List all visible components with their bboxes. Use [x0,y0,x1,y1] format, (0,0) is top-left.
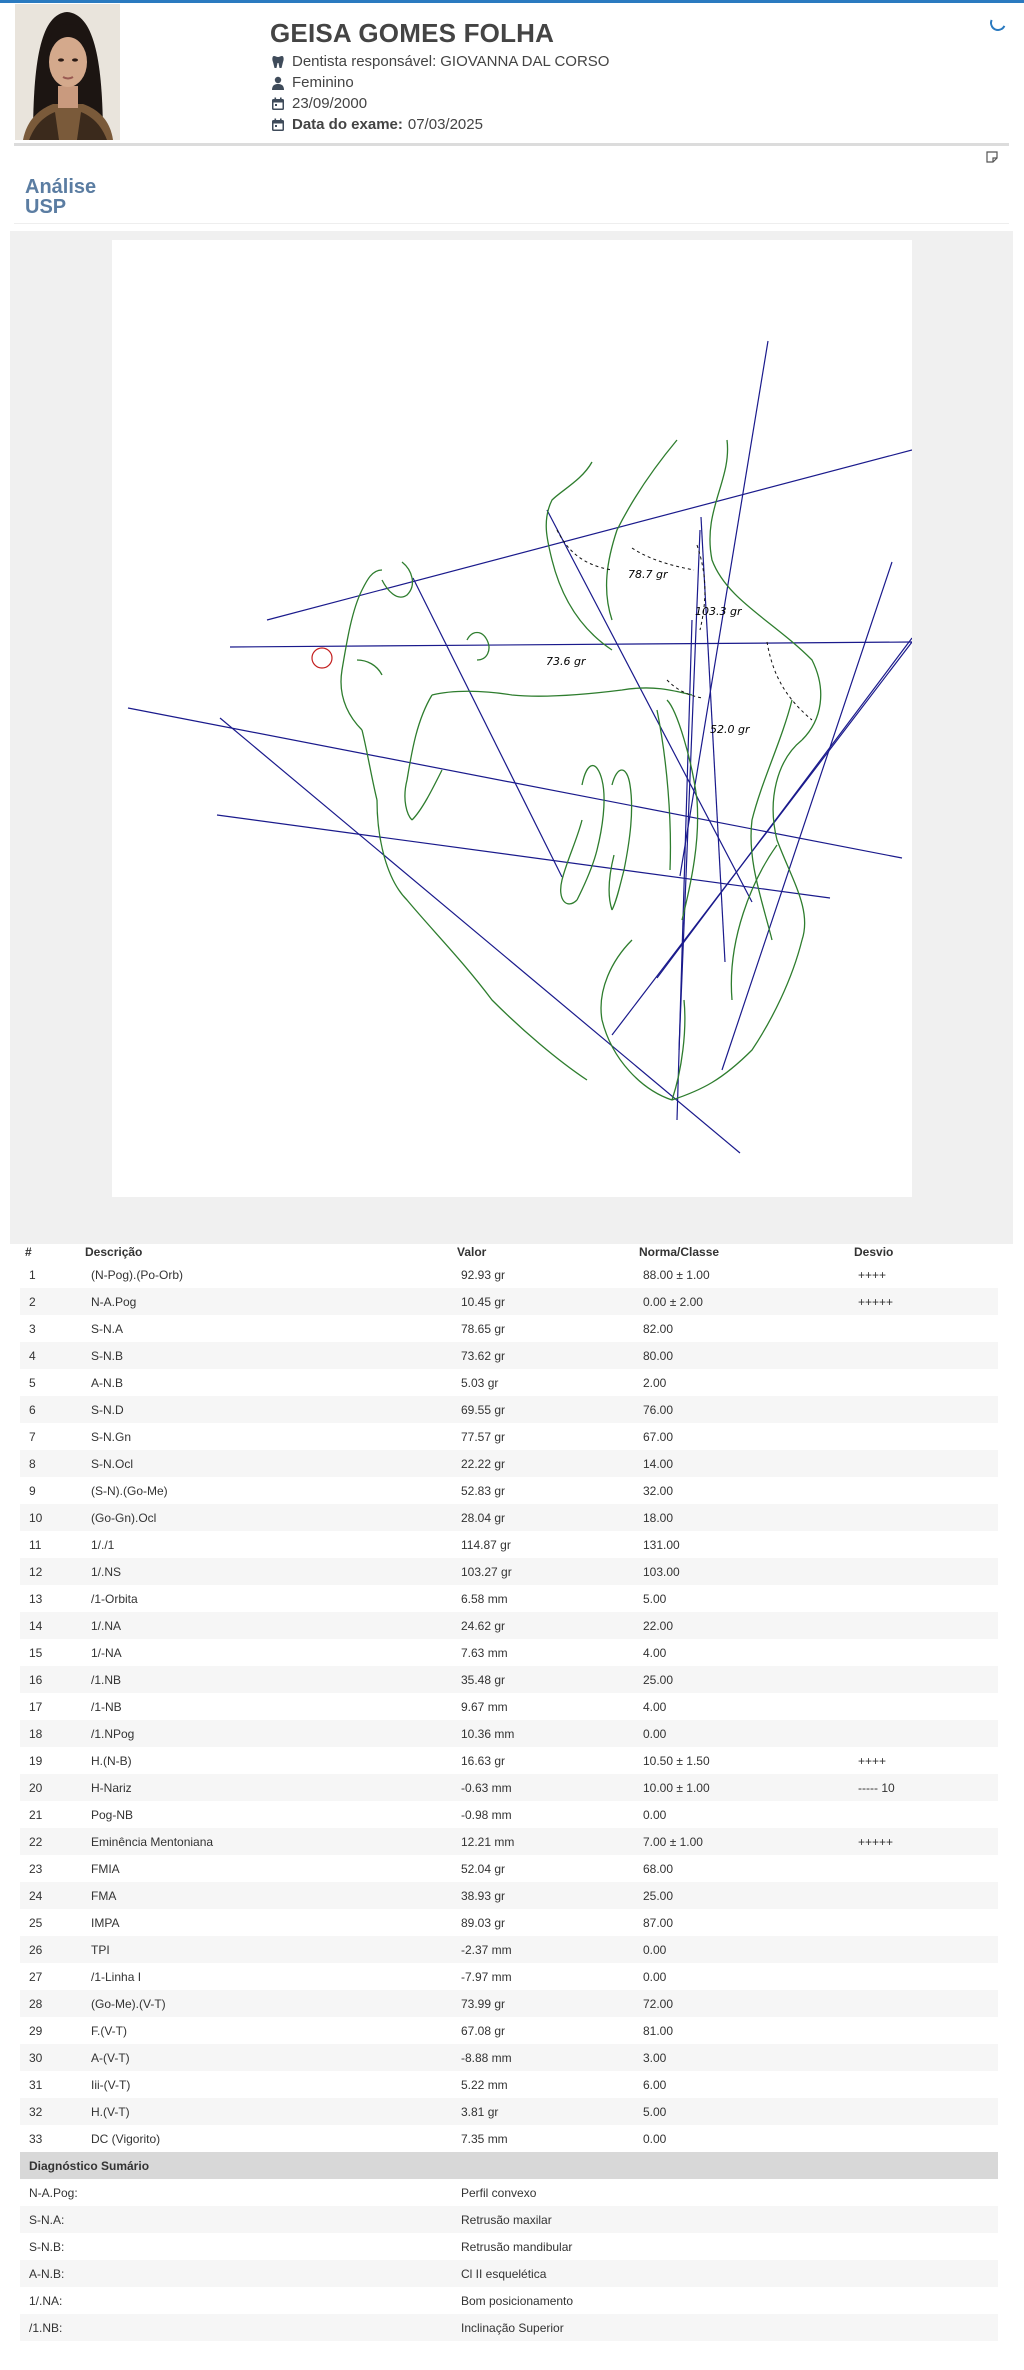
row-index: 33 [29,2131,43,2146]
table-row [20,1396,998,1423]
diagnosis-measure: S-N.B: [29,2239,65,2254]
table-row [20,1909,998,1936]
analysis-title-line2: USP [25,196,67,218]
row-index: 11 [29,1537,42,1552]
patient-photo [15,4,120,140]
table-row [20,1423,998,1450]
col-header-value: Valor [457,1244,487,1259]
row-value: 7.35 mm [461,2131,508,2146]
row-value: 73.62 gr [457,1342,639,1369]
row-deviation [854,1693,998,1720]
row-value: 28.04 gr [457,1504,639,1531]
row-index: 26 [20,1936,85,1963]
table-row [20,1666,998,1693]
row-norm: 25.00 [639,1882,854,1909]
row-description: 1/.NS [85,1558,457,1585]
row-description: /1-Orbita [91,1591,138,1606]
table-row [20,1774,998,1801]
table-row [20,1693,998,1720]
row-norm: 0.00 [643,1969,667,1984]
diagnosis-measure: A-N.B: [20,2260,457,2287]
row-deviation [854,2071,998,2098]
table-row [20,1585,998,1612]
table-header-row [20,1242,998,1261]
row-description: S-N.A [91,1321,124,1336]
calendar-icon [271,118,285,132]
tooth-icon [271,55,285,69]
row-index: 23 [29,1861,43,1876]
row-value: 10.45 gr [457,1288,639,1315]
diagnosis-row [20,2260,998,2287]
row-norm: 10.50 ± 1.50 [643,1753,710,1768]
row-description: IMPA [91,1915,120,1930]
diagnosis-measure: N-A.Pog: [29,2185,78,2200]
table-row [20,1882,998,1909]
row-index: 17 [29,1699,43,1714]
row-description: Pog-NB [91,1807,134,1822]
row-index: 30 [20,2044,85,2071]
row-description: 1/-NA [91,1645,122,1660]
row-deviation [854,1990,998,2017]
table-row [20,1639,998,1666]
table-row [20,2071,998,2098]
angle-label-4: 52.0 gr [710,723,750,736]
row-deviation: ++++ [858,1267,887,1282]
table-row [20,1612,998,1639]
row-deviation [854,1639,998,1666]
row-description: F.(V-T) [91,2023,127,2038]
row-index: 1 [29,1267,36,1282]
row-norm: 5.00 [643,1591,667,1606]
loading-spinner-icon [988,13,1009,34]
row-index: 16 [20,1666,85,1693]
reference-point-marker [312,648,332,668]
row-index: 9 [29,1483,36,1498]
row-index: 19 [29,1753,43,1768]
analysis-title [25,177,96,217]
row-deviation [854,1342,998,1369]
row-index: 12 [20,1558,85,1585]
row-description: /1.NPog [85,1720,457,1747]
row-norm: 10.00 ± 1.00 [639,1774,854,1801]
row-value: 89.03 gr [461,1915,506,1930]
birth-line [270,95,609,112]
row-norm: 4.00 [643,1645,667,1660]
row-value: -0.98 mm [461,1807,512,1822]
anatomical-contours [341,440,821,1100]
row-description: H-Nariz [85,1774,457,1801]
row-value: 24.62 gr [457,1612,639,1639]
row-description: S-N.D [85,1396,457,1423]
gender-line [270,74,609,91]
row-description: Iii-(V-T) [91,2077,131,2092]
calendar-icon [271,97,285,111]
measurements-body [20,1261,998,2341]
row-index: 21 [29,1807,43,1822]
table-row [20,1369,998,1396]
angle-label-2: 103.3 gr [695,605,742,618]
row-description: FMIA [91,1861,120,1876]
row-description: /1-Linha I [91,1969,142,1984]
row-value: 3.81 gr [457,2098,639,2125]
row-norm: 25.00 [639,1666,854,1693]
row-value: 52.83 gr [461,1483,506,1498]
row-value: 10.36 mm [457,1720,639,1747]
row-value: 22.22 gr [457,1450,639,1477]
row-index: 24 [20,1882,85,1909]
table-row [20,1720,998,1747]
row-value: 78.65 gr [461,1321,506,1336]
row-norm: 87.00 [643,1915,674,1930]
diagnosis-row [20,2206,998,2233]
measurements-table [20,1242,998,2341]
row-norm: 131.00 [643,1537,680,1552]
row-description: A-(V-T) [85,2044,457,2071]
row-index: 15 [29,1645,43,1660]
row-norm: 81.00 [643,2023,674,2038]
row-description: S-N.Gn [91,1429,132,1444]
row-norm: 88.00 ± 1.00 [643,1267,710,1282]
table-row [20,1801,998,1828]
row-norm: 14.00 [639,1450,854,1477]
row-description: TPI [85,1936,457,1963]
row-index: 28 [20,1990,85,2017]
row-value: 7.63 mm [461,1645,508,1660]
row-index: 20 [20,1774,85,1801]
row-index: 6 [20,1396,85,1423]
table-row [20,1342,998,1369]
row-value: -0.63 mm [457,1774,639,1801]
dentist-label: Dentista responsável: [292,53,437,70]
row-description: /1.NB [85,1666,457,1693]
row-norm: 18.00 [639,1504,854,1531]
row-value: 5.22 mm [461,2077,508,2092]
row-index: 4 [20,1342,85,1369]
row-norm: 7.00 ± 1.00 [639,1828,854,1855]
row-deviation [854,1423,998,1450]
row-value: 16.63 gr [461,1753,506,1768]
diagnosis-title: Diagnóstico Sumário [20,2152,998,2179]
row-deviation [854,1531,998,1558]
table-row [20,2098,998,2125]
row-description: S-N.Ocl [85,1450,457,1477]
row-norm: 76.00 [639,1396,854,1423]
row-norm: 0.00 [643,2131,667,2146]
diagnosis-title-row [20,2152,998,2179]
patient-name: GEISA GOMES FOLHA [270,18,555,48]
row-value: -7.97 mm [461,1969,512,1984]
birth-date: 23/09/2000 [292,95,368,112]
analysis-title-line1: Análise [25,176,97,198]
row-value: 67.08 gr [461,2023,506,2038]
row-deviation: ++++ [858,1753,887,1768]
row-deviation [854,2098,998,2125]
dentist-line [270,53,609,70]
row-deviation [854,1666,998,1693]
row-deviation [854,1396,998,1423]
person-icon [271,76,285,90]
row-index: 14 [20,1612,85,1639]
dentist-name: GIOVANNA DAL CORSO [440,53,610,70]
exam-label: Data do exame: [292,116,403,133]
exam-date: 07/03/2025 [407,116,483,133]
table-row [20,1963,998,1990]
row-value: 114.87 gr [461,1537,511,1552]
angle-label-1: 78.7 gr [628,568,668,581]
row-index: 29 [29,2023,43,2038]
row-deviation [854,1855,998,1882]
row-norm: 0.00 [639,1720,854,1747]
row-value: 12.21 mm [457,1828,639,1855]
row-description: (N-Pog).(Po-Orb) [91,1267,184,1282]
row-index: 13 [29,1591,43,1606]
row-description: (Go-Gn).Ocl [85,1504,457,1531]
row-index: 2 [20,1288,85,1315]
row-description: A-N.B [91,1375,124,1390]
row-value: -2.37 mm [457,1936,639,1963]
row-deviation [854,2044,998,2071]
row-norm: 5.00 [639,2098,854,2125]
row-norm: 6.00 [643,2077,667,2092]
gender-value: Feminino [292,74,354,91]
analysis-divider [14,223,1009,224]
row-deviation [854,1936,998,1963]
angle-label-3: 73.6 gr [546,655,586,668]
diagnosis-result: Inclinação Superior [457,2314,998,2341]
row-index: 7 [29,1429,36,1444]
table-row [20,1450,998,1477]
row-index: 10 [20,1504,85,1531]
row-index: 32 [20,2098,85,2125]
diagnosis-measure: /1.NB: [20,2314,457,2341]
tracing-canvas [112,240,912,1197]
row-description: 1/.NA [85,1612,457,1639]
cephalometric-tracing [112,240,912,1197]
row-description: (S-N).(Go-Me) [91,1483,168,1498]
table-row [20,1828,998,1855]
table-row [20,1504,998,1531]
table-row [20,1855,998,1882]
row-value: 73.99 gr [457,1990,639,2017]
row-norm: 67.00 [643,1429,674,1444]
row-deviation [854,2125,998,2152]
table-row [20,1288,998,1315]
row-deviation [854,1882,998,1909]
row-deviation [854,1612,998,1639]
row-deviation [854,1369,998,1396]
row-value: 69.55 gr [457,1396,639,1423]
diagnosis-measure: S-N.A: [20,2206,457,2233]
row-description: S-N.B [85,1342,457,1369]
diagnosis-result: Perfil convexo [461,2185,537,2200]
row-description: 1/./1 [91,1537,115,1552]
row-index: 22 [20,1828,85,1855]
row-value: 103.27 gr [457,1558,639,1585]
table-row [20,1936,998,1963]
col-header-description: Descrição [85,1244,143,1259]
row-deviation [854,1801,998,1828]
row-deviation: +++++ [854,1828,998,1855]
table-row [20,2125,998,2152]
row-description: Eminência Mentoniana [85,1828,457,1855]
row-deviation: ----- 10 [854,1774,998,1801]
diagnosis-result: Cl II esquelética [457,2260,998,2287]
row-description: DC (Vigorito) [91,2131,161,2146]
row-deviation [854,1315,998,1342]
exam-line [270,116,609,133]
row-norm: 22.00 [639,1612,854,1639]
row-index: 5 [29,1375,36,1390]
row-deviation [854,1963,998,1990]
row-index: 18 [20,1720,85,1747]
row-norm: 103.00 [639,1558,854,1585]
row-norm: 72.00 [639,1990,854,2017]
row-value: 38.93 gr [457,1882,639,1909]
diagnosis-row [20,2233,998,2260]
diagnosis-measure: 1/.NA: [29,2293,63,2308]
row-description: /1-NB [91,1699,122,1714]
col-header-index: # [25,1244,32,1259]
table-row [20,1747,998,1774]
row-value: 77.57 gr [461,1429,506,1444]
tracing-panel [10,231,1013,1244]
row-deviation [854,1477,998,1504]
row-value: -8.88 mm [457,2044,639,2071]
table-row [20,1477,998,1504]
row-norm: 3.00 [639,2044,854,2071]
row-deviation [854,1720,998,1747]
table-row [20,1531,998,1558]
row-norm: 0.00 ± 2.00 [639,1288,854,1315]
row-norm: 4.00 [643,1699,667,1714]
row-norm: 80.00 [639,1342,854,1369]
col-header-norm: Norma/Classe [639,1244,720,1259]
diagnosis-result: Retrusão mandibular [461,2239,573,2254]
row-description: H.(N-B) [91,1753,132,1768]
diagnosis-result: Retrusão maxilar [457,2206,998,2233]
diagnosis-result: Bom posicionamento [461,2293,574,2308]
row-deviation: +++++ [854,1288,998,1315]
row-index: 27 [29,1969,43,1984]
table-row [20,1558,998,1585]
row-deviation [854,1558,998,1585]
patient-info [270,18,609,133]
header-divider [14,143,1009,146]
diagnosis-row [20,2287,998,2314]
row-norm: 32.00 [643,1483,674,1498]
row-deviation [854,2017,998,2044]
row-description: N-A.Pog [85,1288,457,1315]
table-row [20,2017,998,2044]
table-row [20,1990,998,2017]
top-accent-bar [0,0,1024,3]
row-deviation [854,1909,998,1936]
row-value: 6.58 mm [461,1591,508,1606]
row-description: H.(V-T) [85,2098,457,2125]
row-description: (Go-Me).(V-T) [85,1990,457,2017]
row-value: 35.48 gr [457,1666,639,1693]
row-index: 3 [29,1321,36,1336]
table-row [20,1261,998,1288]
angle-arcs [557,530,812,720]
row-index: 25 [29,1915,43,1930]
row-value: 5.03 gr [461,1375,499,1390]
table-row [20,1315,998,1342]
row-norm: 68.00 [643,1861,674,1876]
diagnosis-row [20,2179,998,2206]
row-index: 31 [29,2077,43,2092]
row-norm: 0.00 [643,1807,667,1822]
col-header-deviation: Desvio [854,1244,894,1259]
note-icon[interactable] [986,151,998,163]
row-norm: 0.00 [639,1936,854,1963]
row-deviation [854,1504,998,1531]
row-value: 92.93 gr [461,1267,506,1282]
row-index: 8 [20,1450,85,1477]
row-value: 52.04 gr [461,1861,506,1876]
table-row [20,2044,998,2071]
row-deviation [854,1585,998,1612]
row-description: FMA [85,1882,457,1909]
row-norm: 82.00 [643,1321,674,1336]
row-norm: 2.00 [643,1375,667,1390]
diagnosis-row [20,2314,998,2341]
row-value: 9.67 mm [461,1699,508,1714]
row-deviation [854,1450,998,1477]
